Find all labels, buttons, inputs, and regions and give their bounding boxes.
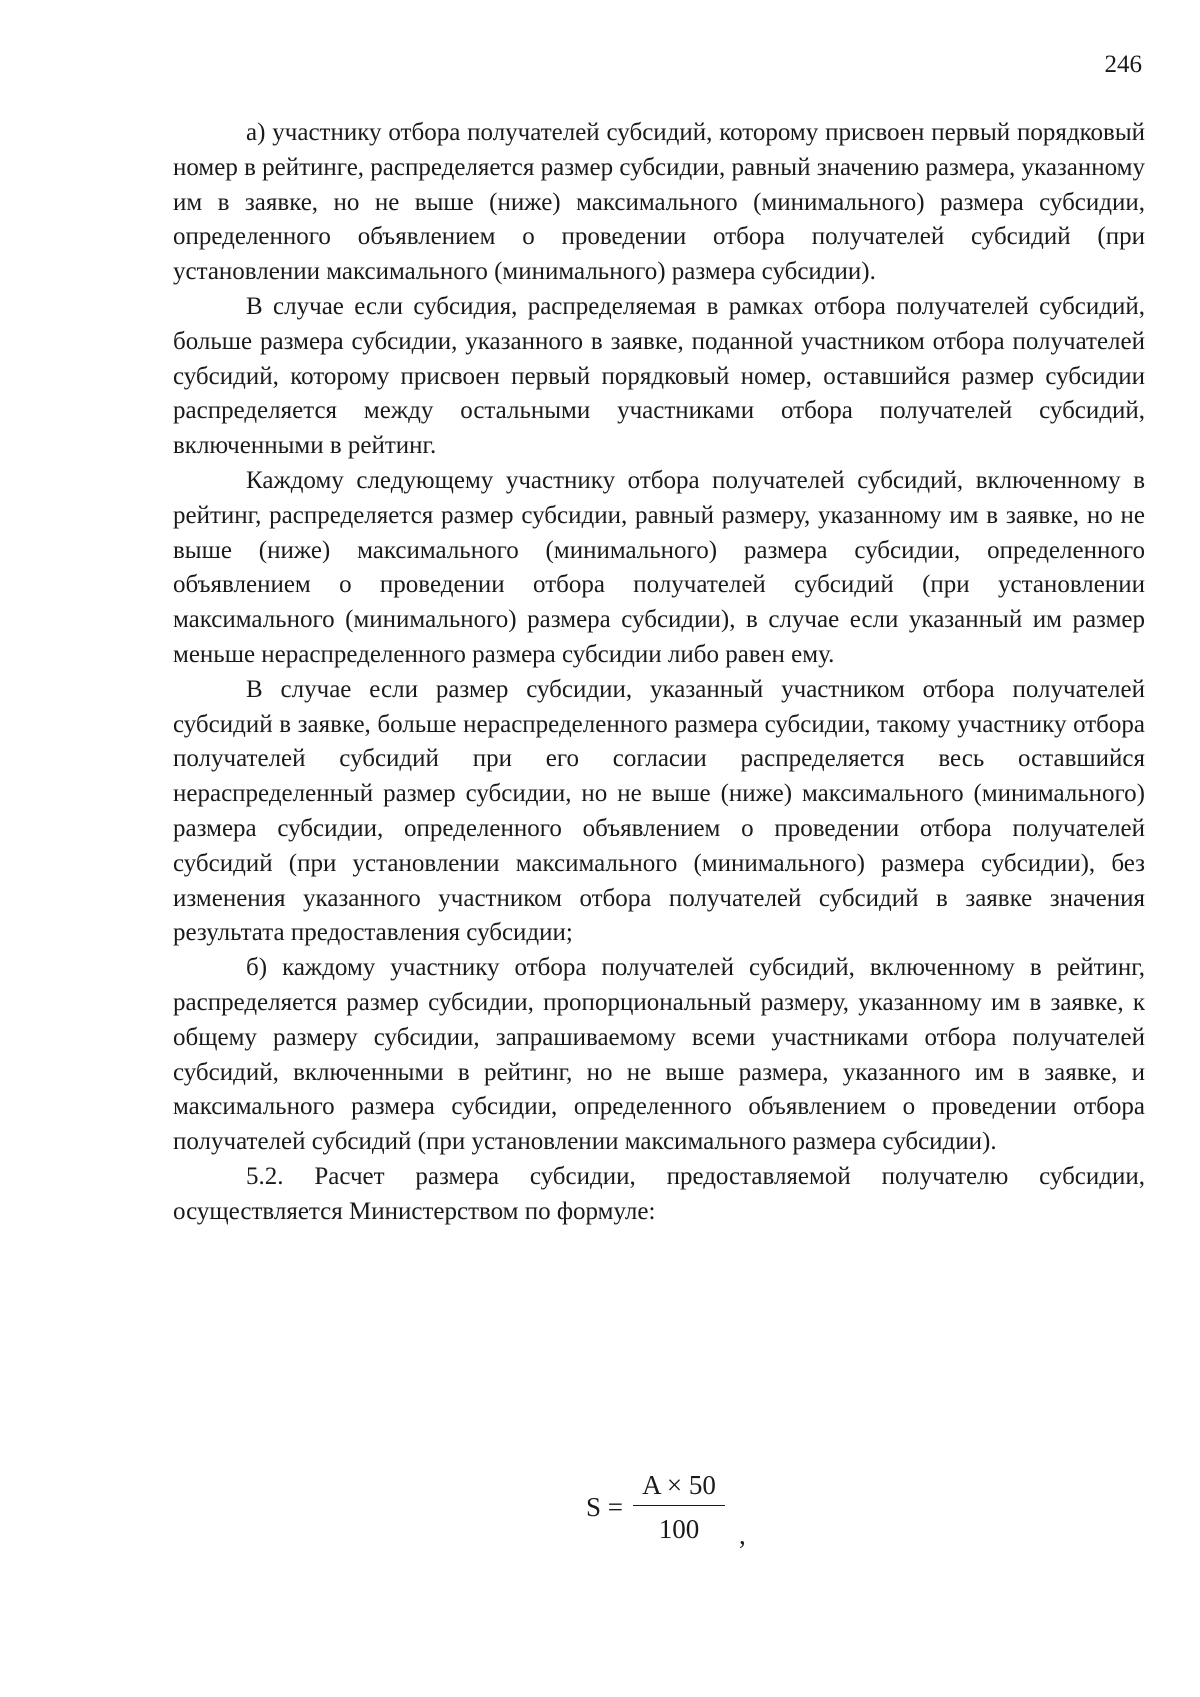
paragraph-size-exceeds: В случае если размер субсидии, указанный участником отбора получателей субсидий в заявке, больше нераспределенного размера субсидии, такому участнику отбора получателей субсидий при его согласии распределяется весь оставшийся нераспределенный размер субсидии, но не выше (ниже) максимального (минимального) размера субсидии, определенного объявлением о проведении отбора получателей субсидий (при установлении максимального (минимального) размера субсидии), без изменения указанного участником отбора получателей субсидий в заявке значения результата предоставления субсидии; (173, 675, 1145, 947)
formula-numerator: A × 50 (642, 1470, 716, 1500)
formula-comma: , (739, 1520, 746, 1550)
paragraph-a: а) участнику отбора получателей субсидий, которому присвоен первый порядковый номер в рейтинге, распределяется размер субсидии, равный значению размера, указанному им в заявке, но не выше (ниже) максимального (минимального) размера субсидии, определенного объявлением о проведении отбора получателей субсидий (при установлении максимального (минимального) размера субсидии). (173, 119, 1145, 286)
paragraph-remaining-distribution: В случае если субсидия, распределяемая в рамках отбора получателей субсидий, больше размера субсидии, указанного в заявке, поданной участником отбора получателей субсидий, которому присвоен первый порядковый номер, оставшийся размер субсидии распределяется между остальными участниками отбора получателей субсидий, включенными в рейтинг. (173, 292, 1145, 460)
formula-denominator: 100 (658, 1514, 700, 1544)
formula-fraction (633, 1472, 725, 1543)
page-number: 246 (1104, 51, 1142, 78)
paragraph-b: б) каждому участнику отбора получателей субсидий, включенному в рейтинг, распределяется размер субсидии, пропорциональный размеру, указанному им в заявке, к общему размеру субсидии, запрашиваемому всеми участниками отбора получателей субсидий, включенными в рейтинг, но не выше размера, указанного им в заявке, и максимального размера субсидии, определенного объявлением о проведении отбора получателей субсидий (при установлении максимального размера субсидии). (173, 954, 1145, 1156)
paragraph-each-next-participant: Каждому следующему участнику отбора получателей субсидий, включенному в рейтинг, распределяется размер субсидии, равный размеру, указанному им в заявке, но не выше (ниже) максимального (минимального) размера субсидии, определенного объявлением о проведении отбора получателей субсидий (при установлении максимального (минимального) размера субсидии), в случае если указанный им размер меньше нераспределенного размера субсидии либо равен ему. (173, 466, 1145, 668)
subsidy-formula (586, 1470, 746, 1550)
paragraph-5-2: 5.2. Расчет размера субсидии, предоставляемой получателю субсидии, осуществляется Министерством по формуле: (173, 1162, 1145, 1225)
body-text (173, 116, 1145, 1230)
formula-lhs: S = (586, 1492, 623, 1522)
